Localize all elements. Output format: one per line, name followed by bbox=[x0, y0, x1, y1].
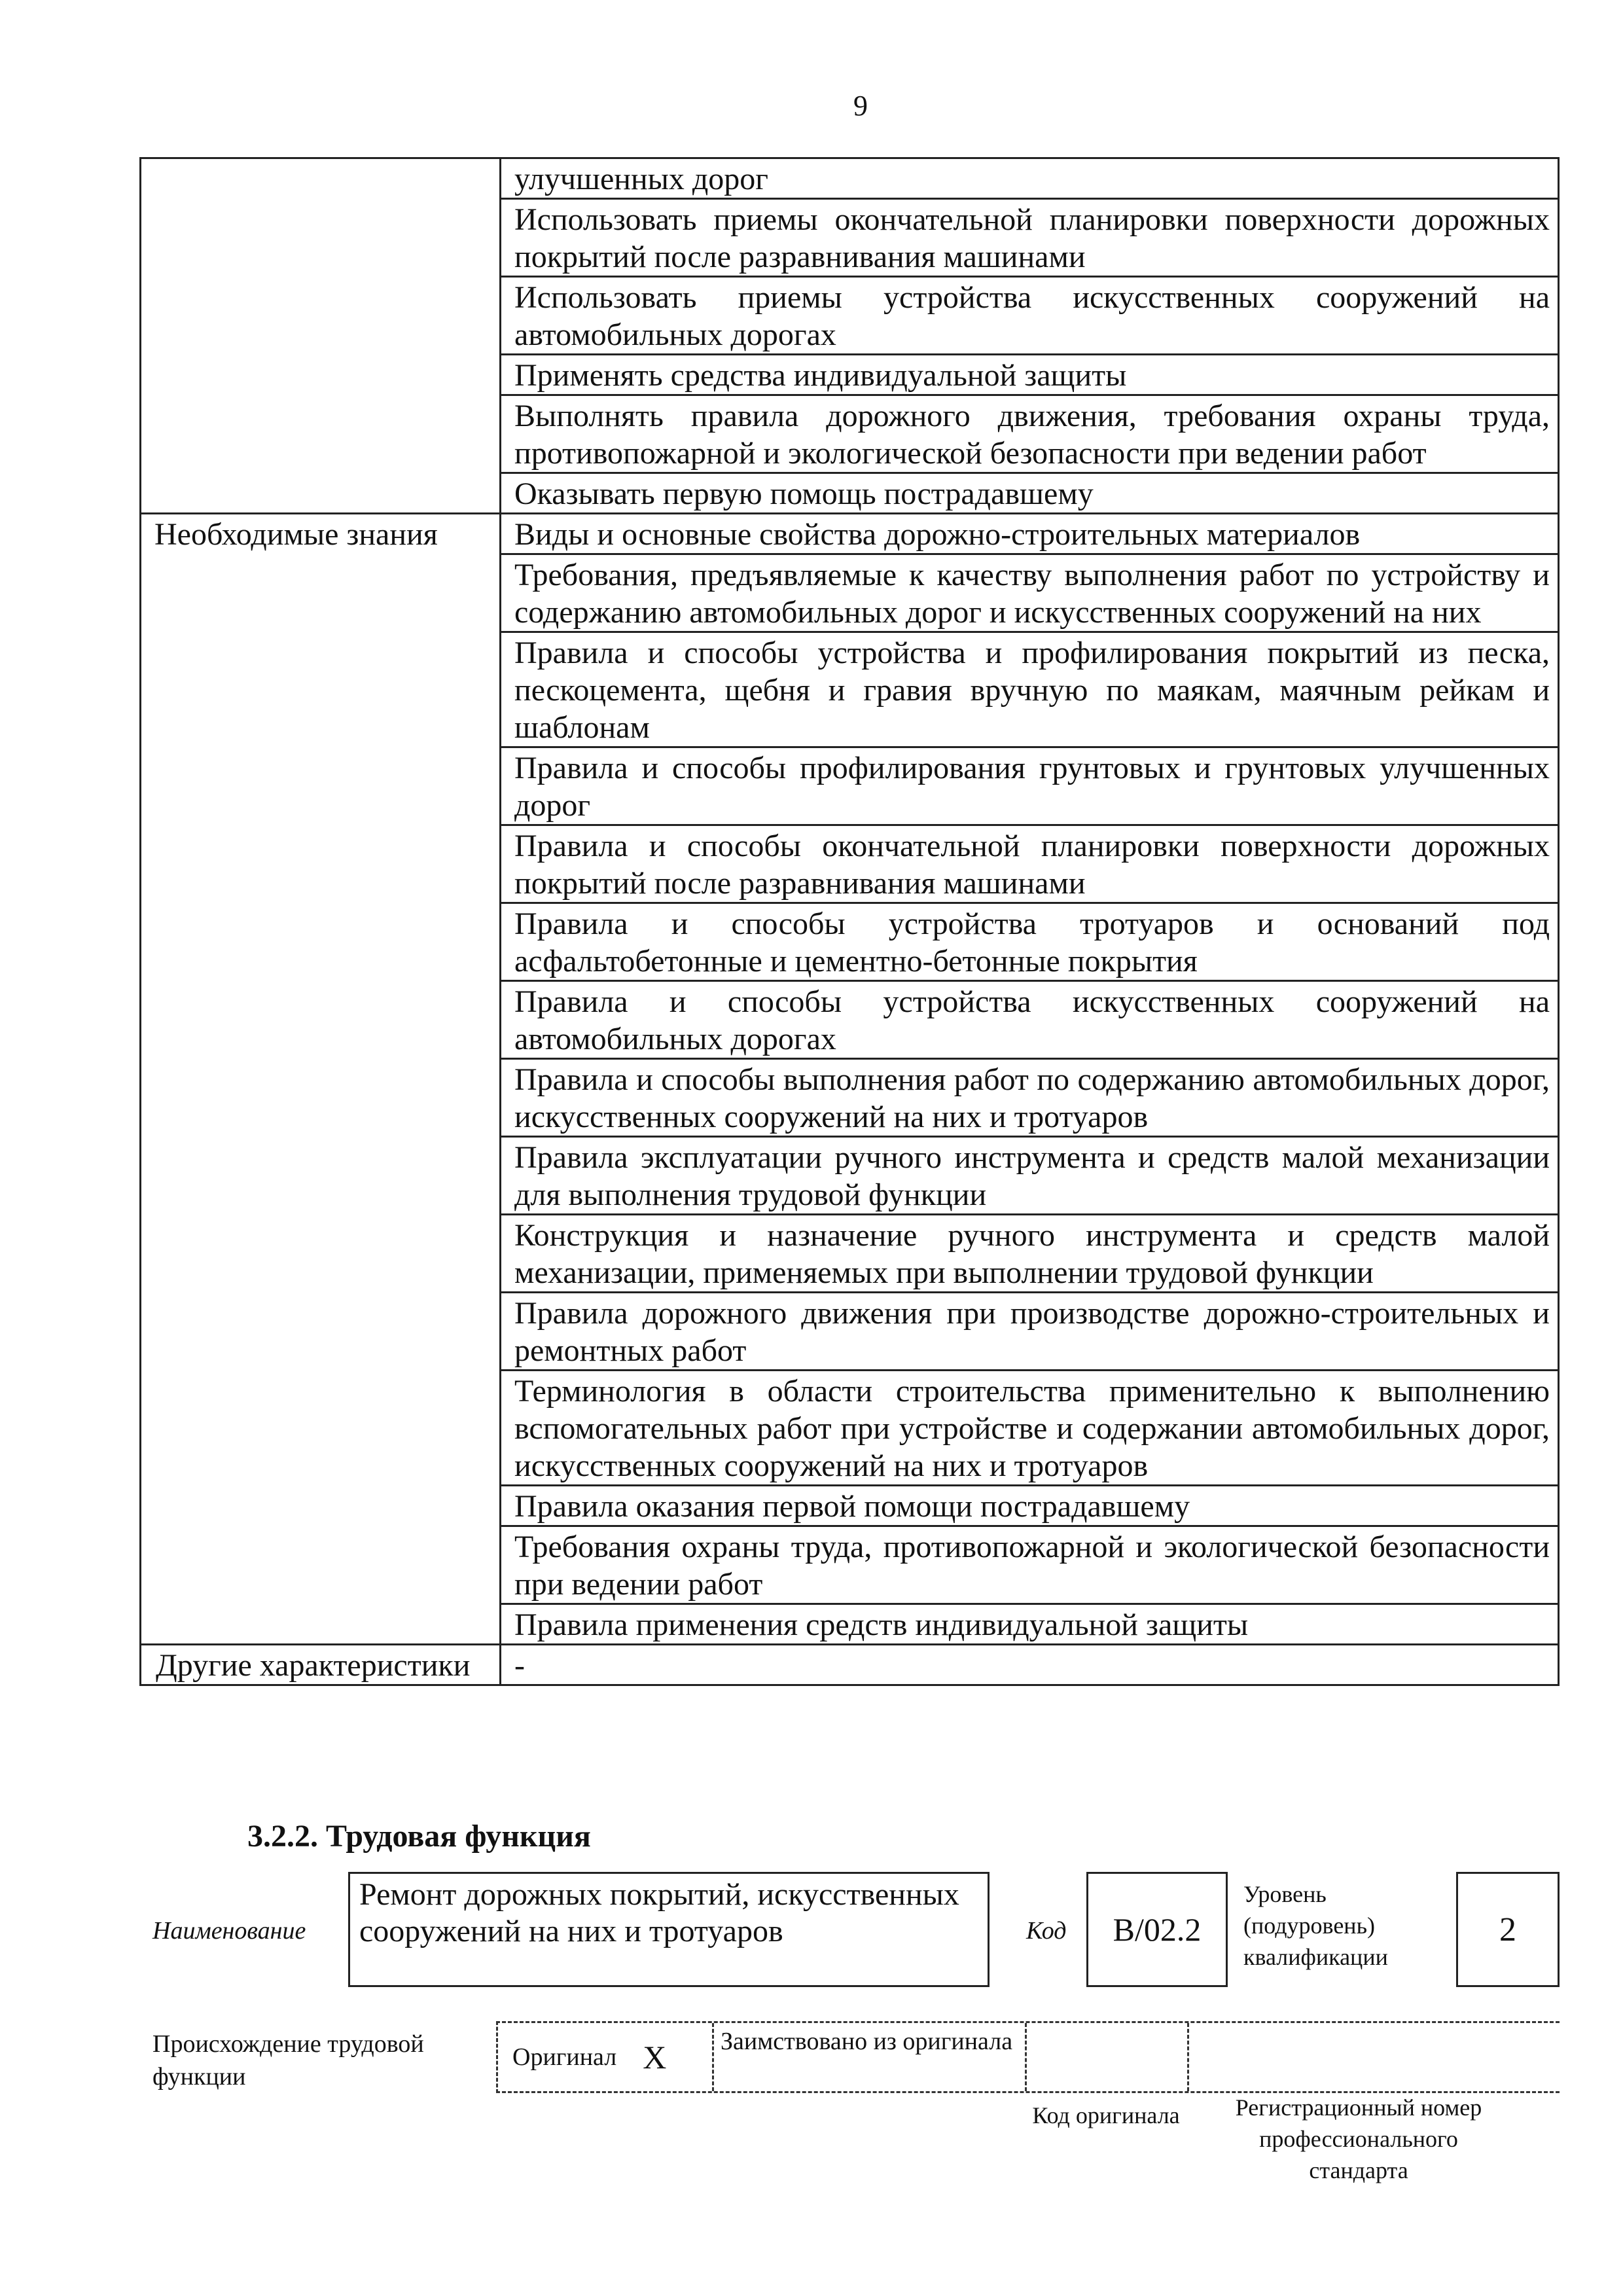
original-cell bbox=[498, 2023, 714, 2091]
original-label: Оригинал bbox=[512, 2043, 617, 2071]
borrowed-label: Заимствовано из оригинала bbox=[714, 2023, 1027, 2091]
skills-label-cell bbox=[141, 158, 501, 514]
qualification-level-value: 2 bbox=[1456, 1872, 1560, 1987]
other-characteristics-value: - bbox=[501, 1645, 1559, 1685]
knowledge-item: Правила и способы устройства искусственных сооружений на автомобильных дорогах bbox=[501, 981, 1559, 1059]
knowledge-item: Правила применения средств индивидуальной защиты bbox=[501, 1604, 1559, 1645]
knowledge-skills-table bbox=[139, 157, 1560, 1686]
skill-item: Применять средства индивидуальной защиты bbox=[501, 355, 1559, 395]
code-label: Код bbox=[1026, 1917, 1067, 1945]
knowledge-item: Правила и способы устройства и профилирования покрытий из песка, пескоцемента, щебня и гравия вручную по маякам, маячным рейкам и шаблонам bbox=[501, 632, 1559, 747]
skill-item: Использовать приемы окончательной планировки поверхности дорожных покрытий после разравнивания машинами bbox=[501, 199, 1559, 277]
knowledge-item: Правила и способы устройства тротуаров и оснований под асфальтобетонные и цементно-бетонные покрытия bbox=[501, 903, 1559, 981]
skill-item: Оказывать первую помощь пострадавшему bbox=[501, 473, 1559, 514]
knowledge-item: Правила дорожного движения при производстве дорожно-строительных и ремонтных работ bbox=[501, 1293, 1559, 1371]
qualification-level-label: Уровень (подуровень) квалификации bbox=[1243, 1881, 1388, 1970]
knowledge-label: Необходимые знания bbox=[141, 514, 501, 1645]
skill-item: Выполнять правила дорожного движения, требования охраны труда, противопожарной и экологической безопасности при ведении работ bbox=[501, 395, 1559, 473]
skill-item: Использовать приемы устройства искусственных сооружений на автомобильных дорогах bbox=[501, 277, 1559, 355]
skill-item: улучшенных дорог bbox=[501, 158, 1559, 199]
knowledge-item: Терминология в области строительства применительно к выполнению вспомогательных работ при устройстве и содержании автомобильных дорог, искусственных сооружений на них и тротуаров bbox=[501, 1371, 1559, 1486]
reg-number-label: Регистрационный номер профессионального стандарта bbox=[1235, 2094, 1482, 2183]
reg-number-cell bbox=[1189, 2023, 1560, 2091]
function-name-value: Ремонт дорожных покрытий, искусственных сооружений на них и тротуаров bbox=[348, 1872, 990, 1987]
code-original-label: Код оригинала bbox=[1032, 2102, 1180, 2128]
origin-row bbox=[496, 2021, 1560, 2093]
knowledge-item: Конструкция и назначение ручного инструмента и средств малой механизации, применяемых при выполнении трудовой функции bbox=[501, 1215, 1559, 1293]
page-number: 9 bbox=[853, 90, 868, 122]
table-row bbox=[141, 158, 1559, 199]
origin-label: Происхождение трудовой функции bbox=[152, 2030, 424, 2090]
table-row bbox=[141, 514, 1559, 554]
knowledge-item: Правила эксплуатации ручного инструмента и средств малой механизации для выполнения трудовой функции bbox=[501, 1137, 1559, 1215]
table-row bbox=[141, 1645, 1559, 1685]
section-title: 3.2.2. Трудовая функция bbox=[247, 1819, 591, 1854]
original-code-cell bbox=[1027, 2023, 1189, 2091]
original-mark: X bbox=[643, 2039, 667, 2075]
knowledge-item: Требования охраны труда, противопожарной и экологической безопасности при ведении работ bbox=[501, 1526, 1559, 1604]
knowledge-item: Требования, предъявляемые к качеству выполнения работ по устройству и содержанию автомобильных дорог и искусственных сооружений на них bbox=[501, 554, 1559, 632]
name-label: Наименование bbox=[152, 1917, 306, 1945]
function-code-value: B/02.2 bbox=[1086, 1872, 1228, 1987]
other-characteristics-label: Другие характеристики bbox=[141, 1645, 501, 1685]
knowledge-item: Правила и способы выполнения работ по содержанию автомобильных дорог, искусственных сооружений на них и тротуаров bbox=[501, 1059, 1559, 1137]
knowledge-item: Правила и способы профилирования грунтовых и грунтовых улучшенных дорог bbox=[501, 747, 1559, 825]
knowledge-item: Виды и основные свойства дорожно-строительных материалов bbox=[501, 514, 1559, 554]
knowledge-item: Правила оказания первой помощи пострадавшему bbox=[501, 1486, 1559, 1526]
knowledge-item: Правила и способы окончательной планировки поверхности дорожных покрытий после разравнивания машинами bbox=[501, 825, 1559, 903]
